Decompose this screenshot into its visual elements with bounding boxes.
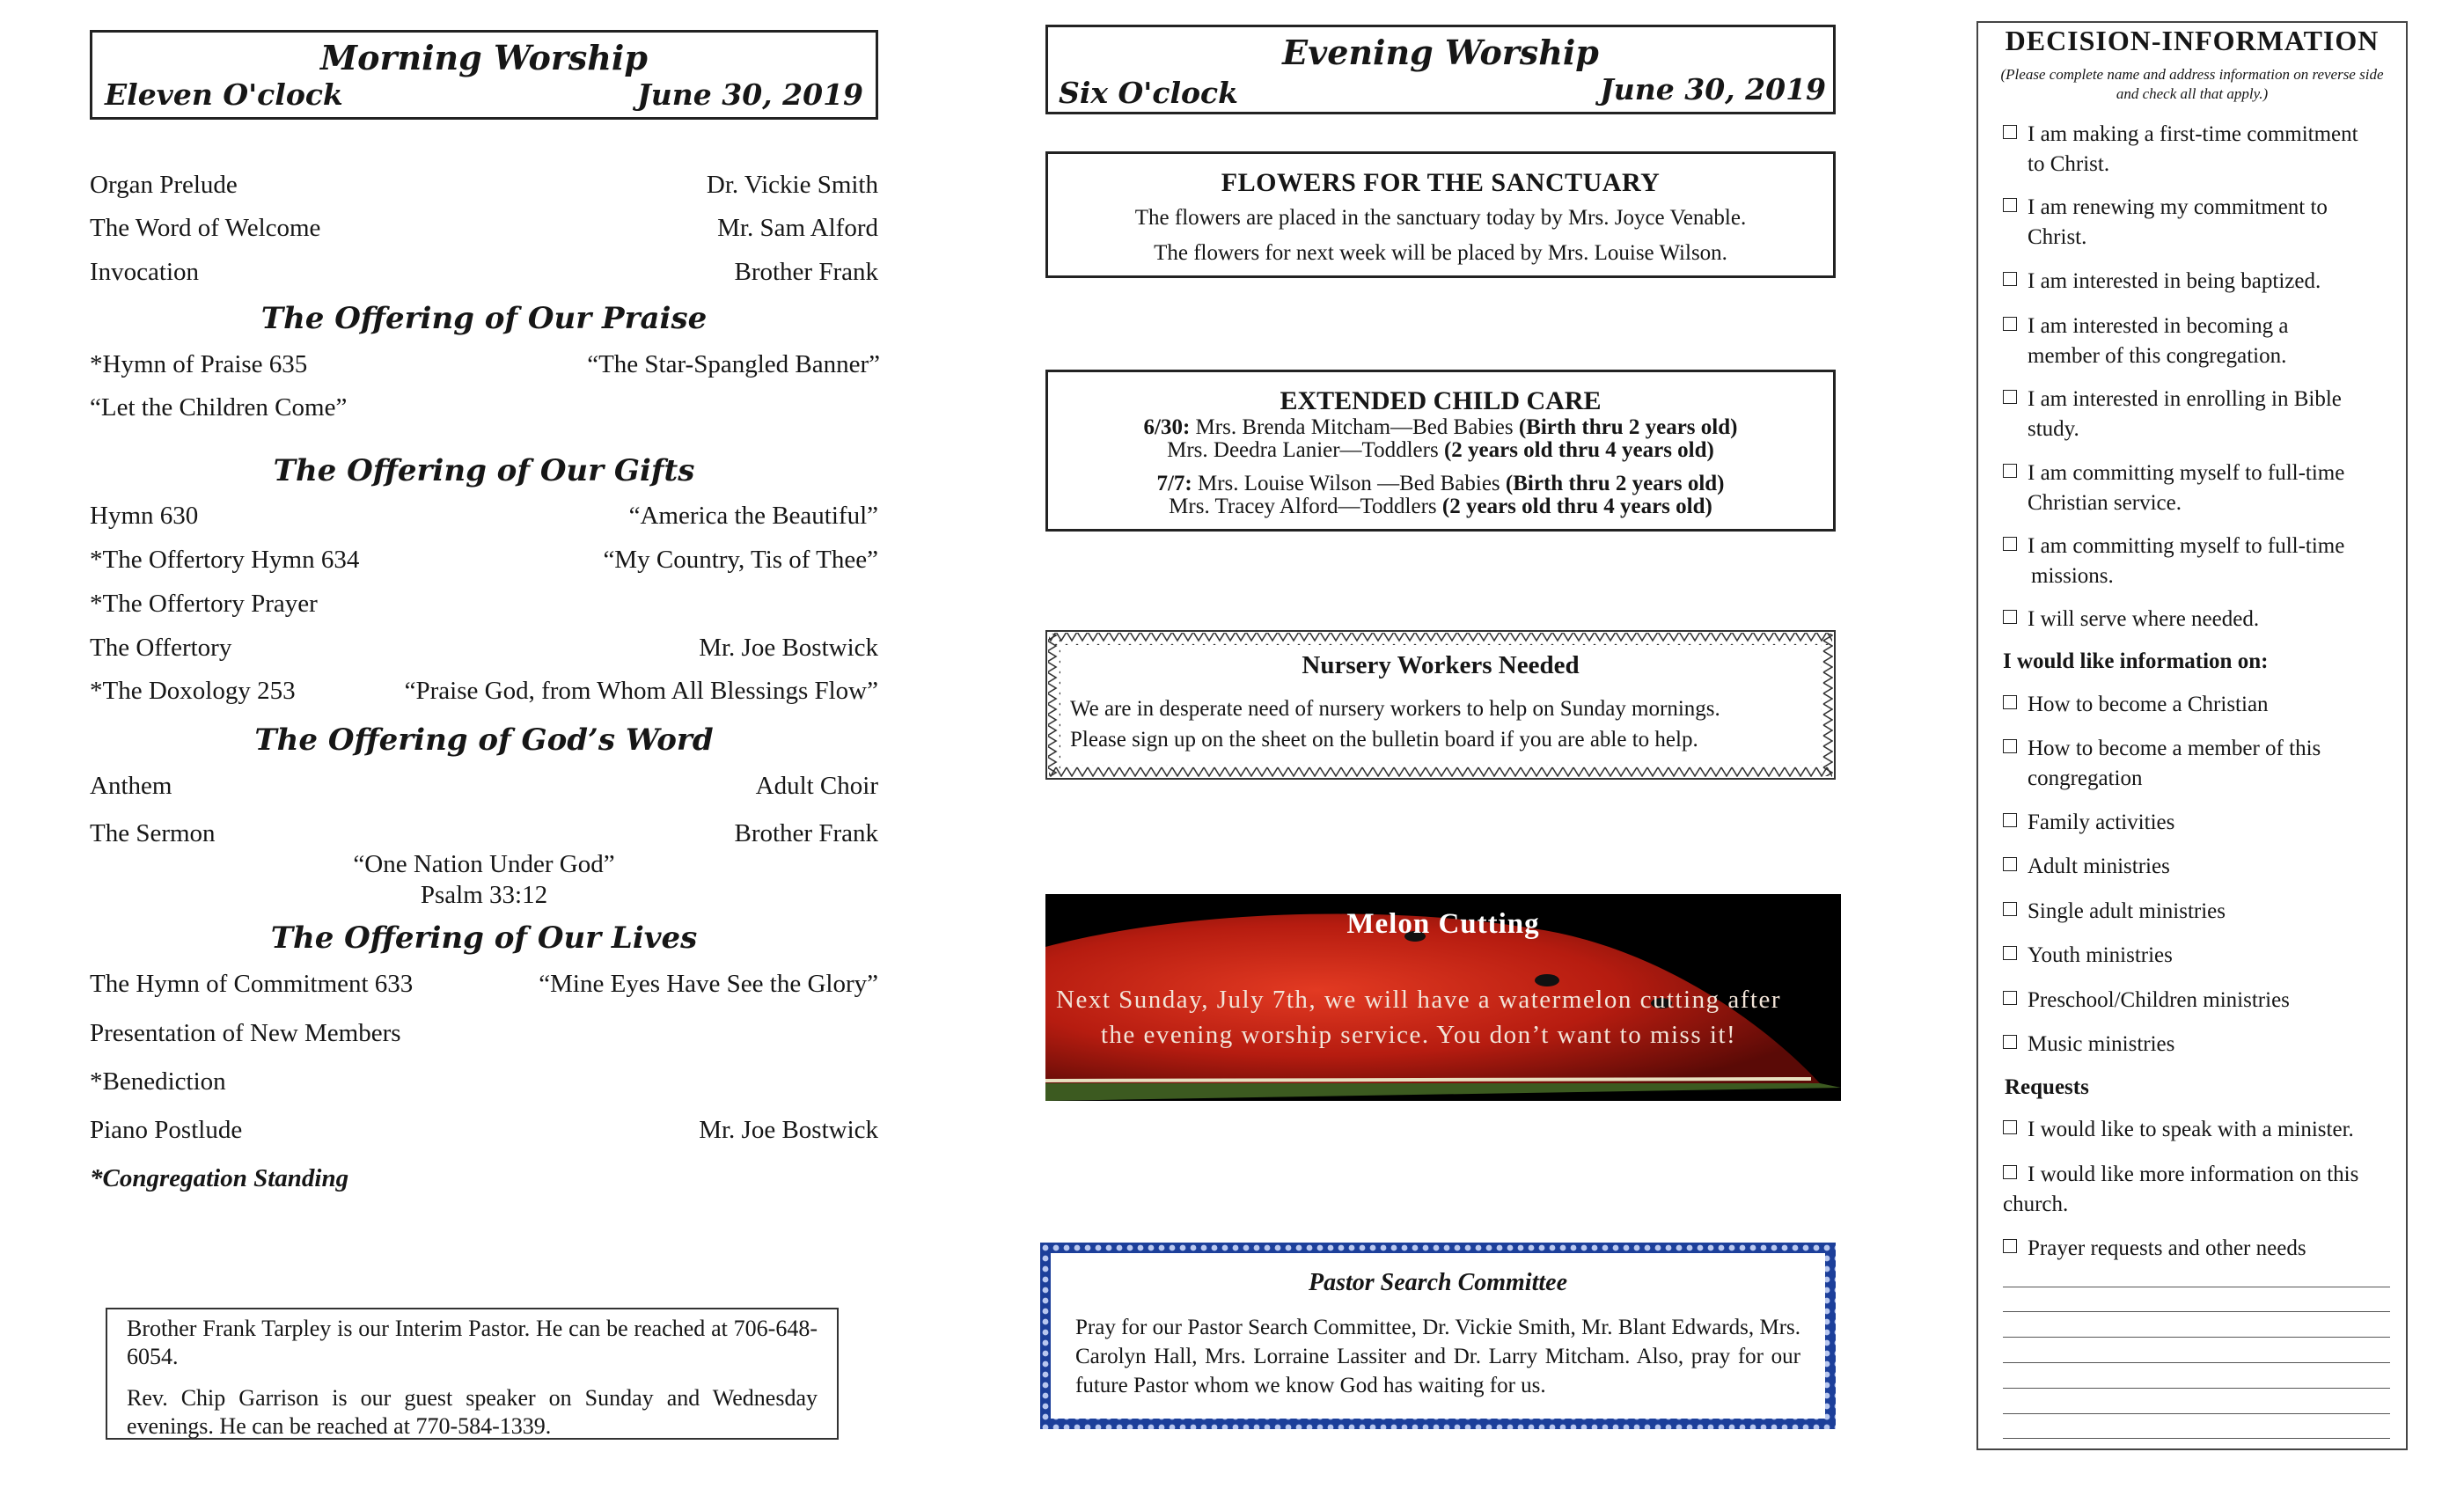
request-option[interactable] xyxy=(2003,1234,2306,1264)
order-item-name: The Hymn of Commitment 633 xyxy=(90,970,414,998)
flowers-heading: FLOWERS FOR THE SANCTUARY xyxy=(1221,168,1661,197)
child-care-age: (Birth thru 2 years old) xyxy=(1505,472,1725,495)
option-text-cont: missions. xyxy=(2031,564,2114,588)
melon-line: the evening worship service. You don’t want to miss it! xyxy=(1100,1021,1737,1049)
checkbox-icon[interactable] xyxy=(2003,198,2017,212)
decision-option[interactable] xyxy=(2003,532,2344,591)
child-care-age: (2 years old thru 4 years old) xyxy=(1443,438,1714,462)
order-item-name: Anthem xyxy=(90,772,172,800)
option-text: Preschool/Children ministries xyxy=(2028,988,2290,1012)
decision-option[interactable] xyxy=(2003,605,2259,634)
child-care-line xyxy=(1048,439,1833,462)
option-text: I am committing myself to full-time xyxy=(2028,534,2345,558)
order-item-name: *Hymn of Praise 635 xyxy=(90,350,308,378)
checkbox-icon[interactable] xyxy=(2003,1165,2017,1179)
info-option[interactable] xyxy=(2003,986,2290,1016)
option-text: I would like to speak with a minister. xyxy=(2028,1118,2354,1141)
child-care-heading: EXTENDED CHILD CARE xyxy=(1280,386,1602,415)
option-text: I am interested in being baptized. xyxy=(2028,269,2321,293)
order-item-leader: Brother Frank xyxy=(734,819,878,847)
interim-pastor-text: Brother Frank Tarpley is our Interim Pastor. He can be reached at 706-648-6054. xyxy=(127,1316,818,1369)
order-item-name: Presentation of New Members xyxy=(90,1019,401,1047)
request-option[interactable] xyxy=(2003,1160,2358,1220)
order-item-hymn-title: “My Country, Tis of Thee” xyxy=(603,546,878,574)
pastor-search-text: Pray for our Pastor Search Committee, Dr. Vickie Smith, Mr. Blant Edwards, Mrs. Carolyn Hall, Mrs. Lorraine Lassiter and Dr. Larry Mitcham. Also, pray for our future Pastor whom we know God has waiting for us. xyxy=(1075,1316,1800,1397)
child-care-worker: Mrs. Deedra Lanier—Toddlers xyxy=(1167,438,1444,462)
checkbox-icon[interactable] xyxy=(2003,464,2017,478)
pastor-contact-box xyxy=(106,1308,839,1440)
checkbox-icon[interactable] xyxy=(2003,739,2017,753)
info-heading: I would like information on: xyxy=(2003,649,2269,673)
nursery-line: Please sign up on the sheet on the bulletin board if you are able to help. xyxy=(1070,728,1698,752)
option-text: I am renewing my commitment to xyxy=(2028,195,2328,219)
order-item-hymn-title: “America the Beautiful” xyxy=(628,502,878,530)
order-item-name: *The Offertory Prayer xyxy=(90,590,318,618)
nursery-line: We are in desperate need of nursery workers to help on Sunday mornings. xyxy=(1070,697,1720,721)
child-care-worker: Mrs. Brenda Mitcham—Bed Babies xyxy=(1190,415,1519,439)
section-heading-gifts: The Offering of Our Gifts xyxy=(273,453,695,488)
child-care-box xyxy=(1045,370,1836,532)
option-text: I will serve where needed. xyxy=(2028,607,2260,631)
morning-worship-time: Eleven O'clock xyxy=(105,77,343,112)
order-item-leader: Adult Choir xyxy=(755,772,878,800)
melon-text xyxy=(1056,982,1781,1052)
order-item-leader: Dr. Vickie Smith xyxy=(706,171,878,199)
evening-worship-time: Six O'clock xyxy=(1059,76,1238,110)
order-item-leader: Mr. Joe Bostwick xyxy=(699,1116,878,1144)
requests-heading: Requests xyxy=(2005,1075,2089,1099)
option-text-cont: congregation xyxy=(2028,766,2143,790)
option-text: Prayer requests and other needs xyxy=(2028,1236,2306,1260)
order-item-name: *The Offertory Hymn 634 xyxy=(90,546,360,574)
decision-card-title: DECISION-INFORMATION xyxy=(2005,25,2380,56)
info-option[interactable] xyxy=(2003,852,2170,882)
evening-worship-header xyxy=(1045,25,1836,114)
info-option[interactable] xyxy=(2003,690,2269,720)
child-care-worker: Mrs. Tracey Alford—Toddlers xyxy=(1169,495,1442,518)
evening-worship-title: Evening Worship xyxy=(1282,33,1599,72)
option-text-cont: study. xyxy=(2028,417,2079,441)
order-item-name: The Word of Welcome xyxy=(90,214,321,242)
checkbox-icon[interactable] xyxy=(2003,857,2017,871)
order-item-name: The Offertory xyxy=(90,634,232,662)
order-item-name: Piano Postlude xyxy=(90,1116,243,1144)
checkbox-icon[interactable] xyxy=(2003,695,2017,709)
option-text: Music ministries xyxy=(2028,1032,2175,1056)
checkbox-icon[interactable] xyxy=(2003,317,2017,331)
checkbox-icon[interactable] xyxy=(2003,390,2017,404)
checkbox-icon[interactable] xyxy=(2003,1035,2017,1049)
pastor-search-box xyxy=(1040,1243,1836,1429)
decision-card-note: (Please complete name and address information on reverse side and check all that apply.) xyxy=(2000,66,2384,102)
morning-worship-header xyxy=(90,30,878,120)
nursery-box xyxy=(1045,630,1836,780)
info-option[interactable] xyxy=(2003,1030,2174,1060)
option-text: How to become a member of this xyxy=(2028,737,2321,760)
morning-worship-title: Morning Worship xyxy=(320,38,648,77)
option-text: Family activities xyxy=(2028,810,2175,834)
write-in-line[interactable] xyxy=(2003,1362,2390,1363)
child-care-worker: Mrs. Louise Wilson —Bed Babies xyxy=(1192,472,1506,495)
section-heading-lives: The Offering of Our Lives xyxy=(270,920,698,956)
checkbox-icon[interactable] xyxy=(2003,125,2017,139)
child-care-line xyxy=(1048,473,1833,495)
melon-cutting-banner xyxy=(1045,894,1841,1101)
write-in-line[interactable] xyxy=(2003,1388,2390,1389)
checkbox-icon[interactable] xyxy=(2003,272,2017,286)
child-care-age: (2 years old thru 4 years old) xyxy=(1441,495,1712,518)
nursery-text xyxy=(1070,693,1720,755)
option-text-cont: Christ. xyxy=(2028,225,2087,249)
option-text: I am interested in enrolling in Bible xyxy=(2028,387,2342,411)
order-item-leader: Brother Frank xyxy=(734,258,878,286)
option-text: Adult ministries xyxy=(2028,854,2170,878)
option-text: I am interested in becoming a xyxy=(2028,314,2289,338)
footnote-text: *Congregation Standing xyxy=(90,1164,349,1192)
checkbox-icon[interactable] xyxy=(2003,813,2017,827)
checkbox-icon[interactable] xyxy=(2003,610,2017,624)
decision-option[interactable] xyxy=(2003,458,2344,518)
info-option[interactable] xyxy=(2003,808,2174,838)
checkbox-icon[interactable] xyxy=(2003,1120,2017,1134)
child-care-line xyxy=(1048,416,1833,439)
order-item-name: *The Doxology 253 xyxy=(90,677,296,705)
nursery-heading: Nursery Workers Needed xyxy=(1302,651,1580,679)
checkbox-icon[interactable] xyxy=(2003,946,2017,960)
section-heading-word: The Offering of God’s Word xyxy=(254,722,714,758)
sermon-scripture: Psalm 33:12 xyxy=(420,881,548,909)
checkbox-icon[interactable] xyxy=(2003,991,2017,1005)
morning-worship-date: June 30, 2019 xyxy=(637,77,863,112)
order-item-leader: Mr. Sam Alford xyxy=(717,214,878,242)
option-text: Single adult ministries xyxy=(2028,899,2226,923)
melon-heading: Melon Cutting xyxy=(1346,908,1540,940)
write-in-line[interactable] xyxy=(2003,1337,2390,1338)
option-text-cont: church. xyxy=(2003,1192,2069,1216)
info-option[interactable] xyxy=(2003,734,2321,794)
write-in-line[interactable] xyxy=(2003,1438,2390,1439)
flowers-box xyxy=(1045,151,1836,278)
order-item-name: “Let the Children Come” xyxy=(90,393,348,422)
checkbox-icon[interactable] xyxy=(2003,902,2017,916)
flowers-line: The flowers for next week will be placed by Mrs. Louise Wilson. xyxy=(1154,241,1727,265)
decision-option[interactable] xyxy=(2003,193,2328,253)
checkbox-icon[interactable] xyxy=(2003,1239,2017,1253)
option-text: I would like more information on this xyxy=(2028,1162,2359,1186)
child-care-age: (Birth thru 2 years old) xyxy=(1518,415,1738,439)
order-item-name: Hymn 630 xyxy=(90,502,199,530)
option-text-cont: member of this congregation. xyxy=(2028,344,2287,368)
option-text: I am making a first-time commitment xyxy=(2028,122,2358,146)
option-text: I am committing myself to full-time xyxy=(2028,461,2345,485)
sermon-title: “One Nation Under God” xyxy=(353,850,615,878)
order-item-name: *Benediction xyxy=(90,1067,226,1096)
child-care-date: 6/30: xyxy=(1143,415,1191,439)
info-option[interactable] xyxy=(2003,941,2173,971)
write-in-line[interactable] xyxy=(2003,1311,2390,1312)
option-text: Youth ministries xyxy=(2028,943,2173,967)
option-text-cont: to Christ. xyxy=(2028,152,2110,176)
pastor-search-heading: Pastor Search Committee xyxy=(1309,1269,1567,1296)
option-text-cont: Christian service. xyxy=(2028,491,2182,515)
option-text: How to become a Christian xyxy=(2028,693,2269,716)
decision-option[interactable] xyxy=(2003,385,2342,444)
order-item-name: The Sermon xyxy=(90,819,216,847)
order-item-name: Organ Prelude xyxy=(90,171,238,199)
flowers-line: The flowers are placed in the sanctuary today by Mrs. Joyce Venable. xyxy=(1134,206,1747,230)
write-in-line[interactable] xyxy=(2003,1413,2390,1414)
child-care-line xyxy=(1048,495,1833,518)
order-item-name: Invocation xyxy=(90,258,200,286)
decision-option[interactable] xyxy=(2003,120,2358,180)
melon-line: Next Sunday, July 7th, we will have a watermelon cutting after xyxy=(1056,986,1781,1014)
checkbox-icon[interactable] xyxy=(2003,537,2017,551)
info-option[interactable] xyxy=(2003,897,2226,927)
evening-worship-date: June 30, 2019 xyxy=(1600,72,1826,106)
decision-option[interactable] xyxy=(2003,267,2321,297)
decision-option[interactable] xyxy=(2003,312,2288,371)
child-care-date: 7/7: xyxy=(1156,472,1192,495)
section-heading-praise: The Offering of Our Praise xyxy=(260,301,708,336)
order-item-leader: Mr. Joe Bostwick xyxy=(699,634,878,662)
guest-speaker-text: Rev. Chip Garrison is our guest speaker on Sunday and Wednesday evenings. He can be reached at 770-584-1339. xyxy=(127,1385,818,1439)
order-item-hymn-title: “The Star-Spangled Banner” xyxy=(587,350,880,378)
request-option[interactable] xyxy=(2003,1115,2354,1145)
order-item-hymn-title: “Mine Eyes Have See the Glory” xyxy=(539,970,878,998)
order-item-hymn-title: “Praise God, from Whom All Blessings Flow” xyxy=(404,677,878,705)
